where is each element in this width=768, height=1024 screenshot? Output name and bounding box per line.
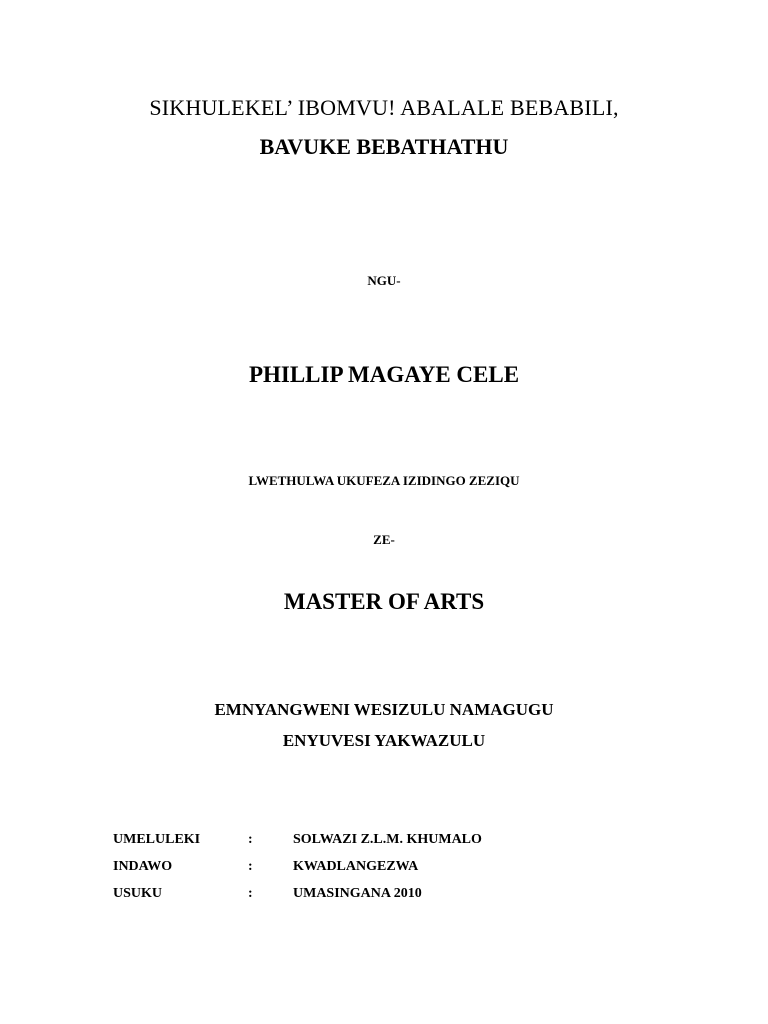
thesis-title-line-2: BAVUKE BEBATHATHU (259, 134, 509, 159)
detail-value: SOLWAZI Z.L.M. KHUMALO (293, 832, 482, 847)
author-name: PHILLIP MAGAYE CELE (248, 362, 520, 387)
detail-separator: : (248, 886, 253, 901)
detail-separator: : (248, 859, 253, 874)
detail-row-date (113, 886, 673, 913)
university-name: ENYUVESI YAKWAZULU (282, 731, 486, 750)
detail-value: KWADLANGEZWA (293, 859, 419, 874)
detail-label: USUKU (113, 886, 163, 901)
detail-row-place (113, 859, 673, 886)
details-block (113, 832, 673, 913)
degree-name: MASTER OF ARTS (283, 589, 485, 614)
detail-value: UMASINGANA 2010 (293, 886, 422, 901)
thesis-title-line-1: SIKHULEKEL’ IBOMVU! ABALALE BEBABILI, (149, 95, 619, 120)
detail-row-supervisor (113, 832, 673, 859)
detail-label: INDAWO (113, 859, 173, 874)
by-label: NGU- (367, 273, 401, 288)
detail-label: UMELULEKI (113, 832, 201, 847)
detail-separator: : (248, 832, 253, 847)
department-name: EMNYANGWENI WESIZULU NAMAGUGU (214, 700, 554, 719)
for-label: ZE- (373, 532, 395, 547)
submission-statement: LWETHULWA UKUFEZA IZIDINGO ZEZIQU (248, 473, 520, 488)
